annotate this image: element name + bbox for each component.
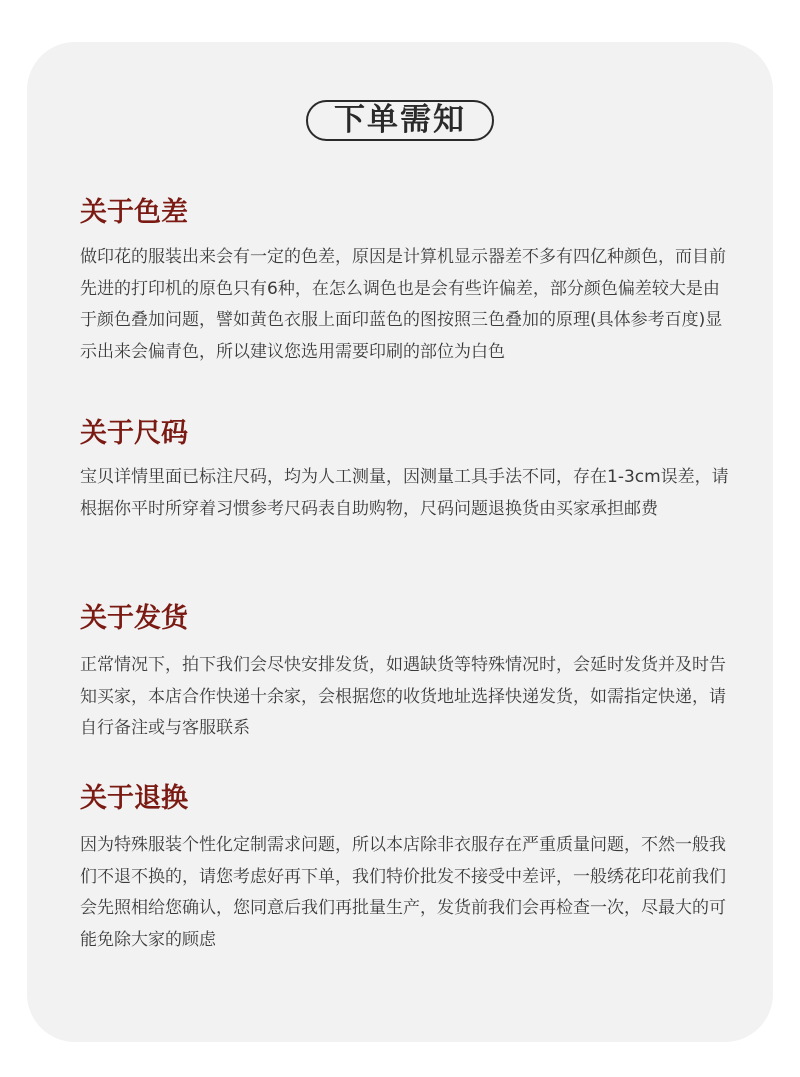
section-body: 正常情况下，拍下我们会尽快安排发货，如遇缺货等特殊情况时，会延时发货并及时告知买家，本店合作快递十余家，会根据您的收货地址选择快递发货，如需指定快递，请自行备注或与客服联系 (80, 655, 726, 738)
page-title: 下单需知 (306, 100, 494, 141)
section-title: 关于退换 (80, 783, 188, 814)
section-shipping (80, 602, 730, 745)
section-body: 宝贝详情里面已标注尺码，均为人工测量，因测量工具手法不同，存在1-3cm误差，请根据你平时所穿着习惯参考尺码表自助购物，尺码问题退换货由买家承担邮费 (80, 467, 729, 519)
section-title: 关于发货 (80, 603, 188, 634)
section-size (80, 417, 730, 525)
section-title: 关于尺码 (80, 418, 188, 449)
section-body: 因为特殊服装个性化定制需求问题，所以本店除非衣服存在严重质量问题，不然一般我们不退不换的，请您考虑好再下单，我们特价批发不接受中差评，一般绣花印花前我们会先照相给您确认，您同意后我们再批量生产，发货前我们会再检查一次，尽最大的可能免除大家的顾虑 (80, 835, 726, 950)
section-body: 做印花的服装出来会有一定的色差，原因是计算机显示器差不多有四亿种颜色，而目前先进的打印机的原色只有6种，在怎么调色也是会有些许偏差，部分颜色偏差较大是由于颜色叠加问题，譬如黄色衣服上面印蓝色的图按照三色叠加的原理(具体参考百度)显示出来会偏青色，所以建议您选用需要印刷的部位为白色 (80, 247, 726, 362)
section-returns (80, 782, 730, 956)
section-title: 关于色差 (80, 197, 188, 228)
section-color-difference (80, 196, 730, 368)
